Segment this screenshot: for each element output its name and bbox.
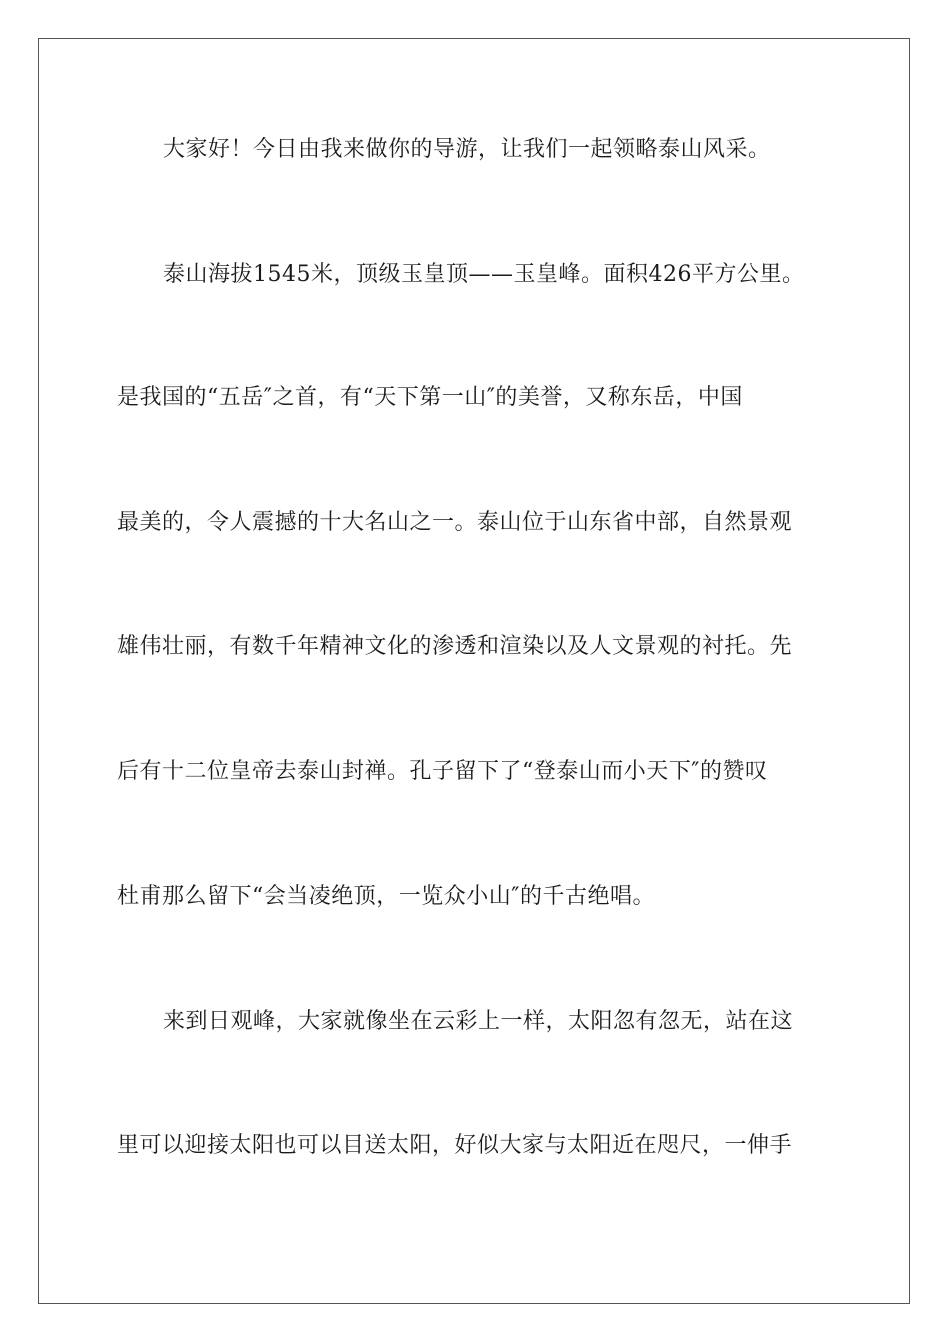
page-border <box>38 38 910 1304</box>
text-line: 后有十二位皇帝去泰山封禅。孔子留下了“登泰山而小天下″的赞叹 <box>117 759 768 784</box>
text-line: 最美的，令人震撼的十大名山之一。泰山位于山东省中部，自然景观 <box>117 510 793 535</box>
text-line: 杜甫那么留下“会当凌绝顶，一览众小山″的千古绝唱。 <box>117 884 655 909</box>
text-line: 是我国的“五岳″之首，有“天下第一山″的美誉，又称东岳，中国 <box>117 385 743 410</box>
text-line: 里可以迎接太阳也可以目送太阳，好似大家与太阳近在咫尺，一伸手 <box>117 1133 793 1158</box>
text-line: 雄伟壮丽，有数千年精神文化的渗透和渲染以及人文景观的衬托。先 <box>117 634 793 659</box>
text-line: 大家好！今日由我来做你的导游，让我们一起领略泰山风采。 <box>163 137 771 162</box>
text-line: 泰山海拔1545米，顶级玉皇顶——玉皇峰。面积426平方公里。 <box>163 262 805 287</box>
text-line: 来到日观峰，大家就像坐在云彩上一样，太阳忽有忽无，站在这 <box>163 1009 794 1034</box>
